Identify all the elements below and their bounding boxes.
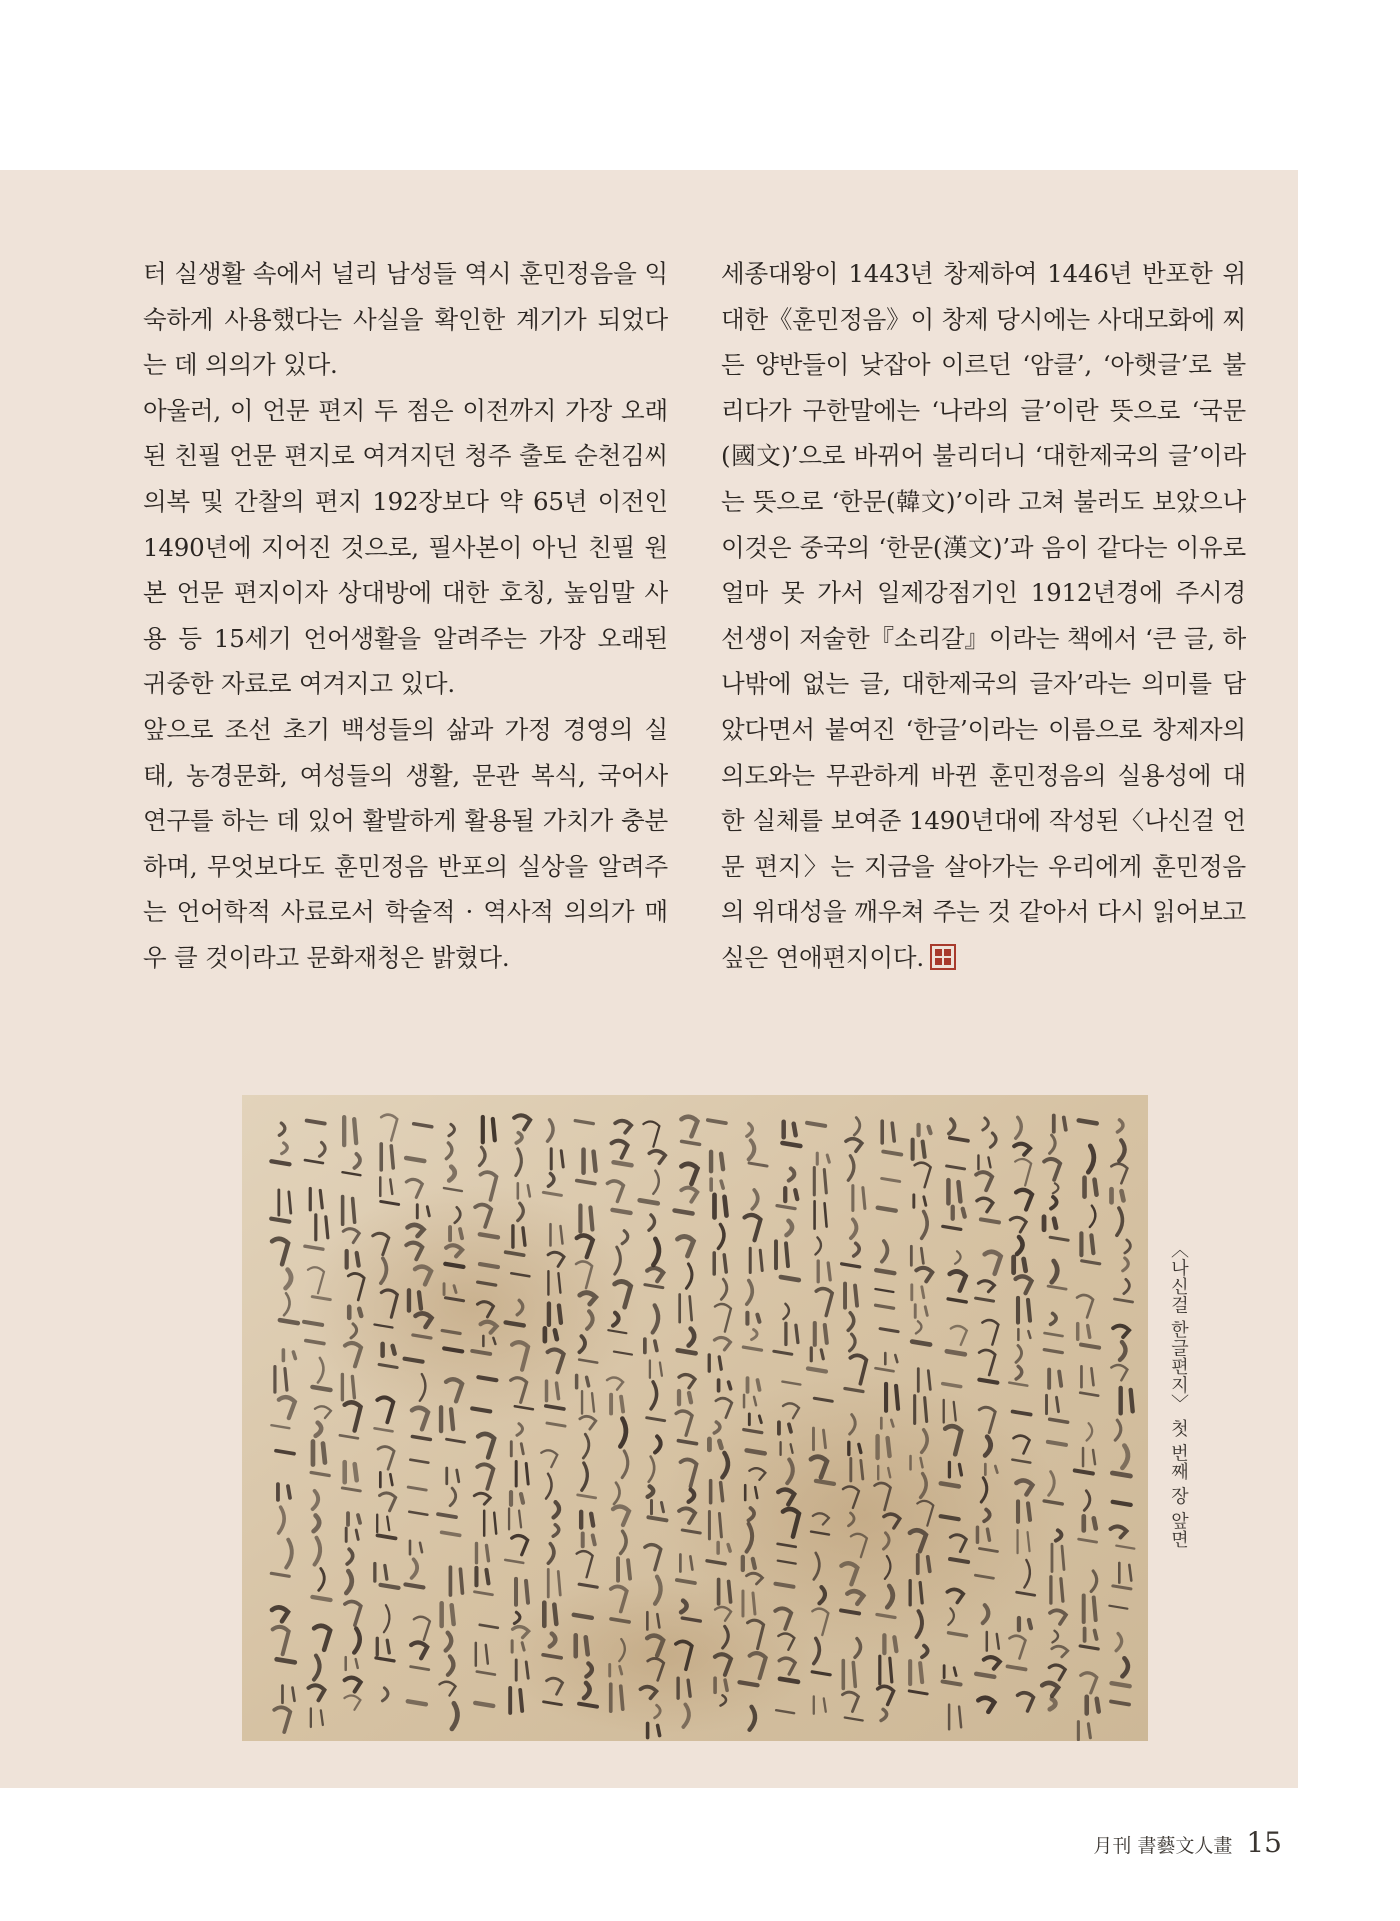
paragraph: 터 실생활 속에서 널리 남성들 역시 훈민정음을 익숙하게 사용했다는 사실을 확인한 계기가 되었다는 데 의의가 있다. [143, 259, 668, 380]
brush-stroke [640, 1200, 658, 1203]
brush-stroke [781, 1277, 799, 1280]
brush-stroke [405, 1584, 423, 1587]
magazine-title: 月刊 書藝文人畫 [1093, 1835, 1233, 1857]
brush-stroke [678, 1350, 696, 1353]
brush-stroke [782, 1143, 800, 1146]
brush-stroke [480, 1234, 498, 1237]
brush-stroke [271, 1161, 289, 1164]
brush-stroke [280, 1320, 298, 1323]
page-footer [1093, 1826, 1282, 1859]
brush-stroke [506, 1322, 524, 1325]
brush-stroke [1079, 1120, 1097, 1123]
letter-image [242, 1095, 1148, 1741]
brush-stroke [445, 1264, 463, 1267]
left-text-column [143, 251, 668, 981]
brush-stroke [876, 1270, 894, 1273]
brush-stroke [613, 1210, 631, 1213]
brush-stroke [478, 1377, 496, 1380]
brush-stroke [408, 1701, 426, 1704]
brush-stroke [312, 1387, 330, 1390]
brush-stroke [941, 1516, 959, 1519]
brush-stroke [740, 1682, 758, 1685]
brush-stroke [947, 1351, 965, 1354]
brush-stroke [912, 1342, 930, 1345]
brush-stroke [979, 1380, 997, 1383]
paragraph-text: 세종대왕이 1443년 창제하여 1446년 반포한 위대한《훈민정음》이 창제 당시에는 사대모화에 찌든 양반들이 낮잡아 이르던 ‘암클’, ‘아햇글’로 불리다가 구한말에는 ‘나라의 글’이란 뜻으로 ‘국문(國文)’으로 바뀌어 불리더니 ‘대한제국의 글’이라는 뜻으로 ‘한문(韓文)’이라 고쳐 불러도 보았으나 이것은 중국의 ‘한문(漢文)’과 음이 같다는 이유로 얼마 못 가서 일제강점기인 1912년경에 주시경 선생이 저술한『소리갈』이라는 책에서 ‘큰 글, 하나밖에 없는 글, 대한제국의 글자’라는 의미를 담았다면서 붙여진 ‘한글’이라는 이름으로 창제자의 의도와는 무관하게 바뀐 훈민정음의 실용성에 대한 실체를 보여준 1490년대에 작성된〈나신걸 언문 편지〉는 지금을 살아가는 우리에게 훈민정음의 위대성을 깨우쳐 주는 것 같아서 다시 읽어보고 싶은 연애편지이다. [721, 259, 1246, 972]
right-text-column [721, 251, 1246, 981]
brush-stroke [475, 1703, 493, 1706]
brush-stroke [780, 1679, 798, 1682]
letter-photo [242, 1095, 1148, 1741]
seal-icon [930, 944, 956, 970]
brush-stroke [312, 1597, 330, 1600]
brush-stroke [1112, 1683, 1130, 1686]
brush-stroke [976, 1674, 994, 1677]
brush-stroke [941, 1483, 959, 1486]
brush-stroke [277, 1659, 295, 1662]
page-number: 15 [1246, 1826, 1282, 1859]
brush-stroke [381, 1585, 399, 1588]
brush-stroke [816, 1481, 834, 1484]
brush-stroke [1113, 1502, 1131, 1505]
figure-caption: 〈나신걸 한글편지〉 첫 번째 장 앞면 [1168, 1240, 1189, 1549]
paragraph: 아울러, 이 언문 편지 두 점은 이전까지 가장 오래된 친필 언문 편지로 여겨지던 청주 출토 순천김씨 의복 및 간찰의 편지 192장보다 약 65년 이전인 1490년에 지어진 것으로, 필사본이 아닌 친필 원본 언문 편지이자 상대방에 대한 호칭, 높임말 사용 등 15세기 언어생활을 알려주는 가장 오래된 귀중한 자료로 여겨지고 있다. [143, 395, 668, 699]
brush-stroke [675, 1210, 693, 1213]
brush-stroke [747, 1450, 765, 1453]
brush-stroke [444, 1348, 462, 1351]
brush-stroke [808, 1369, 826, 1372]
paragraph: 앞으로 조선 초기 백성들의 삶과 가정 경영의 실태, 농경문화, 여성들의 생활, 문관 복식, 국어사 연구를 하는 데 있어 활발하게 활용될 가치가 충분하며, 무엇보다도 훈민정음 반포의 실상을 알려주는 언어학적 사료로서 학술적 · 역사적 의의가 매우 클 것이라고 문화재청은 밝혔다. [143, 714, 668, 972]
brush-stroke [271, 1219, 289, 1222]
brush-stroke [614, 1162, 632, 1165]
brush-stroke [1112, 1473, 1130, 1476]
brush-stroke [878, 1208, 896, 1211]
brush-stroke [574, 1615, 592, 1618]
paragraph [721, 251, 1246, 981]
brush-stroke [406, 1158, 424, 1161]
